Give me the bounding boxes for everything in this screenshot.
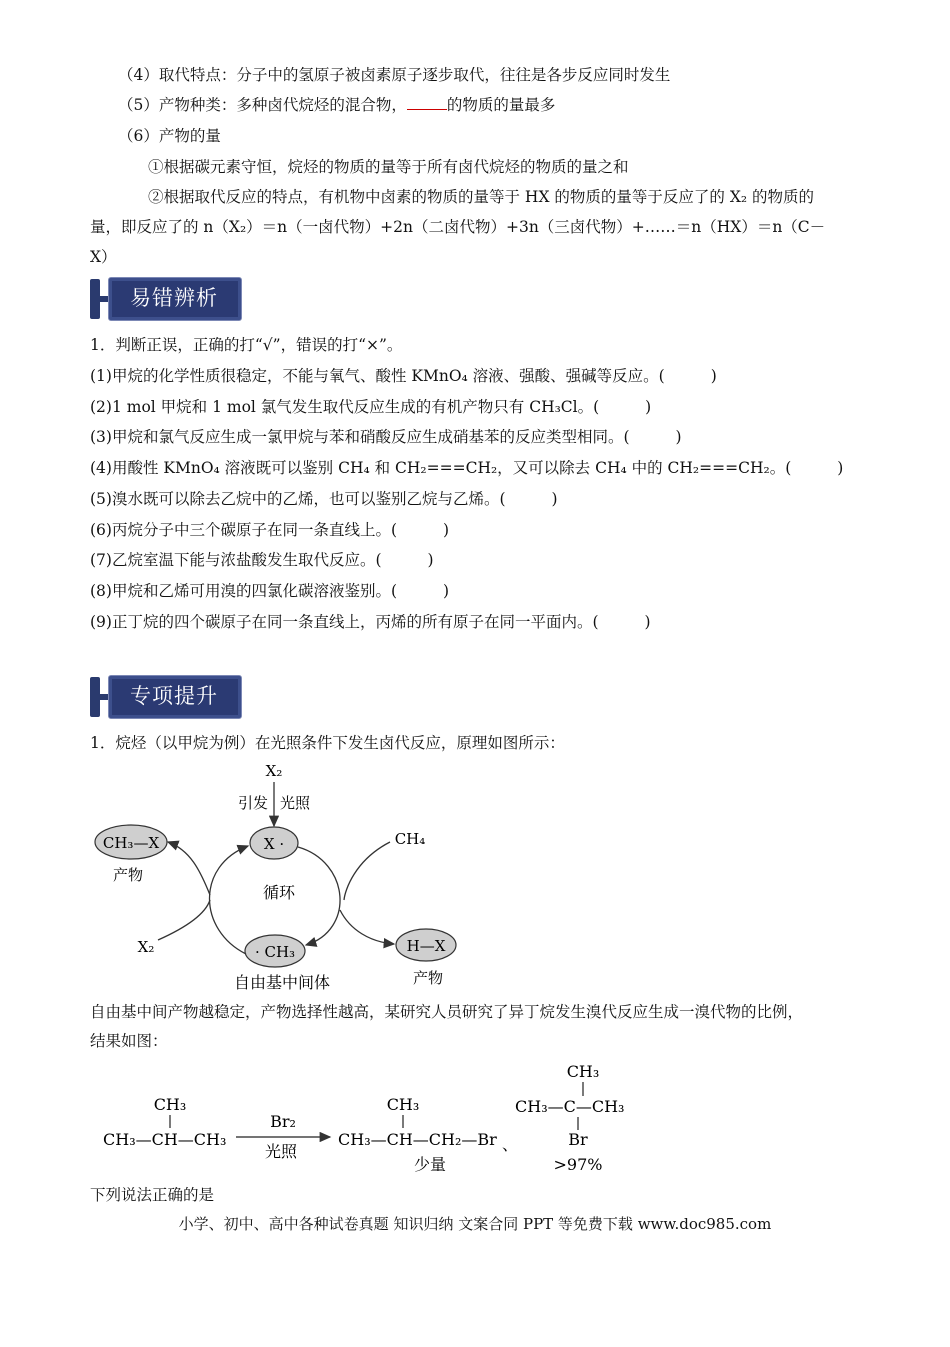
judge-item-text: (7)乙烷室温下能与浓盐酸发生取代反应。(	[90, 551, 382, 569]
note-item-4: （4）取代特点：分子中的氢原子被卤素原子逐步取代，往往是各步反应同时发生	[118, 66, 671, 84]
product-left-label: 产物	[112, 866, 144, 884]
note-item-6: （6）产物的量	[118, 127, 221, 145]
isobutane-reaction	[103, 1062, 624, 1174]
judge-item-text: (3)甲烷和氯气反应生成一氯甲烷与苯和硝酸反应生成硝基苯的反应类型相同。(	[90, 428, 630, 446]
judge-item-close: )	[837, 459, 844, 477]
judge-item-text: (5)溴水既可以除去乙烷中的乙烯，也可以鉴别乙烷与乙烯。(	[90, 490, 506, 508]
product2-ch3-top: CH₃	[566, 1062, 600, 1081]
note-item-5-end: 的物质的量最多	[446, 96, 556, 114]
judge-item-close: )	[710, 367, 717, 385]
intermediate-label: 自由基中间体	[233, 973, 331, 992]
page-footer: 小学、初中、高中各种试卷真题 知识归纳 文案合同 PPT 等免费下载 www.doc985.com	[178, 1215, 772, 1233]
judge-intro: 1．判断正误，正确的打“√”，错误的打“×”。	[90, 336, 403, 354]
note-item-6-4: X）	[90, 248, 117, 266]
problem-question: 下列说法正确的是	[90, 1186, 215, 1204]
judge-item-close: )	[551, 490, 558, 508]
reaction-condition: 光照	[264, 1142, 298, 1161]
reactant-ch3-top: CH₃	[153, 1095, 187, 1114]
product-right-label: 产物	[412, 969, 444, 987]
arc-right	[298, 847, 340, 945]
ch3-radical-label: · CH₃	[254, 943, 296, 961]
note-item-5-start: （5）产物种类：多种卤代烷烃的混合物，	[118, 96, 407, 114]
judge-item-text: (4)用酸性 KMnO₄ 溶液既可以鉴别 CH₄ 和 CH₂===CH₂，又可以除去 CH₄ 中的 CH₂===CH₂。(	[90, 459, 792, 477]
ch4-label: CH₄	[394, 830, 426, 848]
judge-item-text: (2)1 mol 甲烷和 1 mol 氯气发生取代反应生成的有机产物只有 CH₃Cl。(	[90, 398, 600, 416]
judge-item-close: )	[443, 521, 450, 539]
reagent-br2: Br₂	[270, 1112, 296, 1131]
note-item-6-2: ②根据取代反应的特点，有机物中卤素的物质的量等于 HX 的物质的量等于反应了的 X₂ 的物质的	[148, 188, 815, 206]
judge-item-text: (6)丙烷分子中三个碳原子在同一条直线上。(	[90, 521, 398, 539]
judge-item-text: (9)正丁烷的四个碳原子在同一条直线上，丙烯的所有原子在同一平面内。(	[90, 613, 599, 631]
judge-item-text: (1)甲烷的化学性质很稳定，不能与氧气、酸性 KMnO₄ 溶液、强酸、强碱等反应。(	[90, 367, 665, 385]
judge-item-close: )	[675, 428, 682, 446]
section-title: 专项提升	[130, 684, 218, 708]
problem-intro: 1．烷烃（以甲烷为例）在光照条件下发生卤代反应，原理如图所示：	[90, 734, 565, 752]
arc-left	[210, 846, 249, 954]
note-item-6-3: 量，即反应了的 n（X₂）＝n（一卤代物）+2n（二卤代物）+3n（三卤代物）+……＝n（HX）＝n（C－	[90, 218, 826, 236]
cycle-label: 循环	[262, 883, 296, 902]
x2-in-arrow	[158, 900, 210, 940]
ch4-arrow	[344, 842, 390, 900]
note-item-6-1: ①根据碳元素守恒，烷烃的物质的量等于所有卤代烷烃的物质的量之和	[148, 158, 629, 176]
problem-text-2: 结果如图：	[90, 1032, 168, 1050]
product-separator: 、	[502, 1135, 519, 1154]
initiate-label: 引发	[237, 794, 268, 812]
ch3x-arrow	[168, 842, 210, 895]
judge-item-close: )	[644, 613, 651, 631]
product2-chain: CH₃—C—CH₃	[515, 1097, 625, 1116]
judge-item-close: )	[427, 551, 434, 569]
product1-ch3-top: CH₃	[386, 1095, 420, 1114]
ch3x-label: CH₃—X	[102, 834, 160, 852]
product1-chain: CH₃—CH—CH₂—Br	[338, 1130, 497, 1149]
judge-item-text: (8)甲烷和乙烯可用溴的四氯化碳溶液鉴别。(	[90, 582, 398, 600]
judge-item-close: )	[645, 398, 652, 416]
section-title: 易错辨析	[130, 286, 218, 310]
x2-top-label: X₂	[265, 762, 283, 780]
hx-label: H—X	[406, 937, 446, 955]
x2-left-label: X₂	[137, 938, 155, 956]
reactant-chain: CH₃—CH—CH₃	[103, 1130, 227, 1149]
hx-arrow	[340, 910, 394, 944]
product2-br: Br	[568, 1130, 588, 1149]
problem-text-1: 自由基中间产物越稳定，产物选择性越高，某研究人员研究了异丁烷发生溴代反应生成一溴代物的比例，	[90, 1003, 804, 1021]
light-label: 光照	[280, 794, 311, 812]
product1-amount: 少量	[413, 1155, 447, 1174]
judge-item-close: )	[443, 582, 450, 600]
x-radical-label: X ·	[263, 835, 285, 853]
product2-amount: >97%	[553, 1155, 603, 1174]
